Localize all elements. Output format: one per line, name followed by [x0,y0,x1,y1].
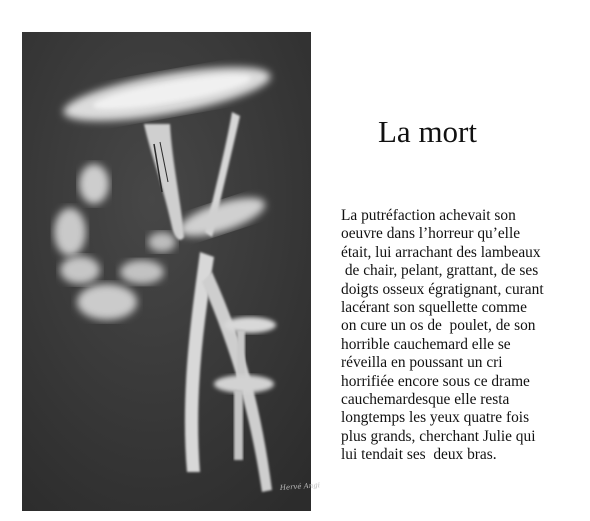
cloud-blob [54,208,86,256]
poem-line: lui tendait ses deux bras. [341,446,497,464]
poem-line: horrifiée encore sous ce drame [341,372,530,390]
lower-cap [224,317,276,333]
cloud-blob [77,284,137,320]
cloud-blob [60,256,100,284]
poem-line: lacérant son squellette comme [341,299,527,317]
cloud-blob [120,260,164,284]
poem-line: La putréfaction achevait son [341,207,516,224]
painting [22,32,321,511]
poem-line: plus grands, cherchant Julie qui [341,427,536,445]
poem-line: réveilla en poussant un cri [341,354,503,372]
cloud-blob [79,164,109,204]
poem-line: oeuvre dans l’horreur qu’elle [341,225,521,243]
poem-line: longtemps les yeux quatre fois [341,409,530,427]
poem-line: cauchemardesque elle resta [341,391,510,409]
page-title: La mort [378,114,477,149]
poem-line: doigts osseux égratignant, curant [341,280,544,298]
poem-line: on cure un os de poulet, de son [341,317,536,335]
poem-line: de chair, pelant, grattant, de ses [341,262,539,280]
poem-line: était, lui arrachant des lambeaux [341,243,541,261]
cloud-blob [148,232,176,252]
lower-cap [214,375,274,393]
poem-line: horrible cauchemard elle se [341,335,511,353]
poem-text [341,207,581,465]
signature: Hervé Angi [279,481,321,492]
